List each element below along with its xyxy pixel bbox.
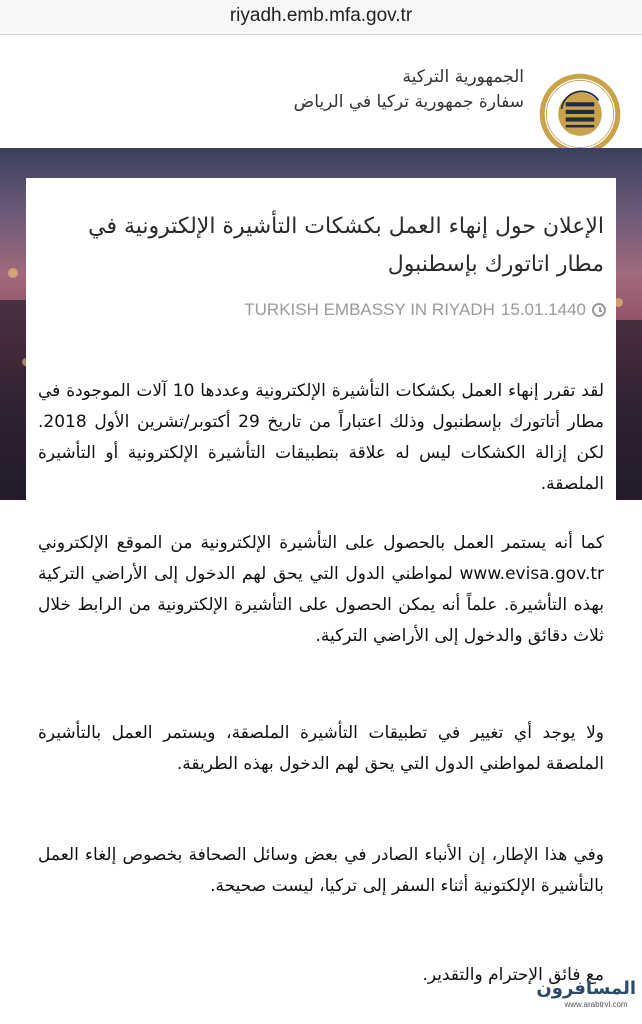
- article-paragraph: ولا يوجد أي تغيير في تطبيقات التأشيرة الملصقة، ويستمر العمل بالتأشيرة الملصقة لمواطني الدول التي يحق لهم الدخول بهذه الطريقة.: [38, 723, 604, 774]
- url-text: riyadh.emb.mfa.gov.tr: [229, 5, 413, 26]
- watermark-url: www.arabtrvl.com: [564, 1000, 628, 1009]
- clock-icon: [592, 303, 606, 317]
- article-meta: [44, 300, 606, 320]
- article-closing: مع فائق الإحترام والتقدير.: [422, 965, 604, 985]
- site-header: [0, 35, 642, 148]
- article-paragraph: كما أنه يستمر العمل بالحصول على التأشيرة الإلكترونية من الموقع الإلكتروني www.evisa.gov.tr لمواطني الدول التي يحق لهم الدخول إلى الأراضي التركية بهذه التأشيرة. علماً أنه يمكن الحصول على التأشيرة الإلكترونية من الرابط خلال ثلاث دقائق والدخول إلى الأراضي التركية.: [38, 533, 604, 646]
- article-date: 15.01.1440: [500, 300, 586, 319]
- watermark-logo: المسافرون: [536, 978, 636, 999]
- article-title: الإعلان حول إنهاء العمل بكشكات التأشيرة الإلكترونية في مطار اتاتورك بإسطنبول: [88, 214, 604, 277]
- article-card: [26, 178, 616, 1024]
- article-paragraph: لقد تقرر إنهاء العمل بكشكات التأشيرة الإلكترونية وعددها 10 آلات الموجودة في مطار أتاتورك بإسطنبول وذلك اعتباراً من تاريخ 29 أكتوبر/تشرين الأول 2018. لكن إزالة الكشكات ليس له علاقة بتطبيقات التأشيرة الإلكترونية أو التأشيرة الملصقة.: [38, 381, 605, 494]
- ministry-emblem-logo[interactable]: [538, 72, 622, 156]
- org-line-2: سفارة جمهورية تركيا في الرياض: [293, 92, 524, 112]
- site-watermark: [536, 968, 636, 1020]
- address-bar[interactable]: [0, 0, 642, 35]
- article-paragraph: وفي هذا الإطار، إن الأنباء الصادر في بعض وسائل الصحافة بخصوص إلغاء العمل بالتأشيرة الإلكتونية أثناء السفر إلى تركيا، ليست صحيحة.: [38, 845, 604, 896]
- article-author: TURKISH EMBASSY IN RIYADH: [244, 300, 495, 319]
- org-line-1: الجمهورية التركية: [402, 67, 524, 87]
- embassy-name[interactable]: [204, 65, 524, 115]
